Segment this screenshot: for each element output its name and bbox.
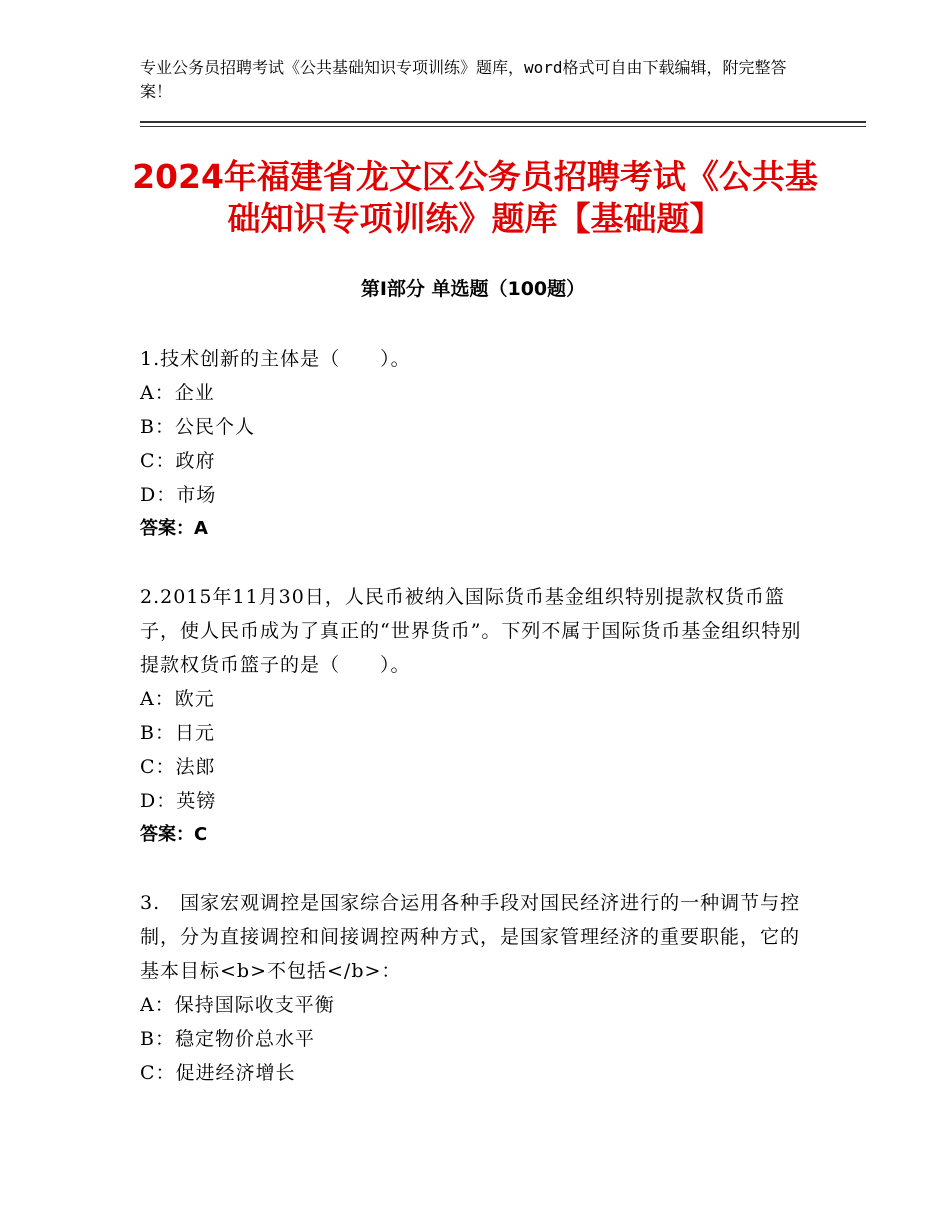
option-a: A：欧元 [140, 688, 215, 710]
question-list [140, 342, 810, 1124]
option-c: C：法郎 [140, 756, 216, 778]
answer-label: 答案：A [140, 518, 208, 539]
question-stem: 3. 国家宏观调控是国家综合运用各种手段对国民经济进行的一种调节与控制，分为直接调控和间接调控两种方式，是国家管理经济的重要职能，它的基本目标<b>不包括</b>： [140, 892, 801, 982]
option-d: D：市场 [140, 484, 217, 506]
option-c: C：促进经济增长 [140, 1062, 296, 1084]
section-heading: 第Ⅰ部分 单选题（100题） [360, 278, 586, 300]
option-b: B：公民个人 [140, 416, 255, 438]
question-1 [140, 342, 810, 546]
header-rule-thick [140, 121, 866, 123]
question-stem: 2.2015年11月30日，人民币被纳入国际货币基金组织特别提款权货币篮子，使人民币成为了真正的“世界货币”。下列不属于国际货币基金组织特别提款权货币篮子的是（ ）。 [140, 586, 802, 676]
document-title: 2024年福建省龙文区公务员招聘考试《公共基础知识专项训练》题库【基础题】 [132, 157, 818, 238]
option-a: A：企业 [140, 382, 215, 404]
option-b: B：日元 [140, 722, 215, 744]
question-stem: 1.技术创新的主体是（ ）。 [140, 348, 411, 370]
answer-label: 答案：C [140, 824, 208, 845]
option-c: C：政府 [140, 450, 216, 472]
option-a: A：保持国际收支平衡 [140, 994, 335, 1016]
header-note: 专业公务员招聘考试《公共基础知识专项训练》题库，word格式可自由下载编辑，附完整答案！ [140, 58, 787, 101]
header-rule-thin [140, 126, 866, 127]
question-2 [140, 580, 810, 852]
option-b: B：稳定物价总水平 [140, 1028, 315, 1050]
option-d: D：英镑 [140, 790, 217, 812]
question-3 [140, 886, 810, 1090]
